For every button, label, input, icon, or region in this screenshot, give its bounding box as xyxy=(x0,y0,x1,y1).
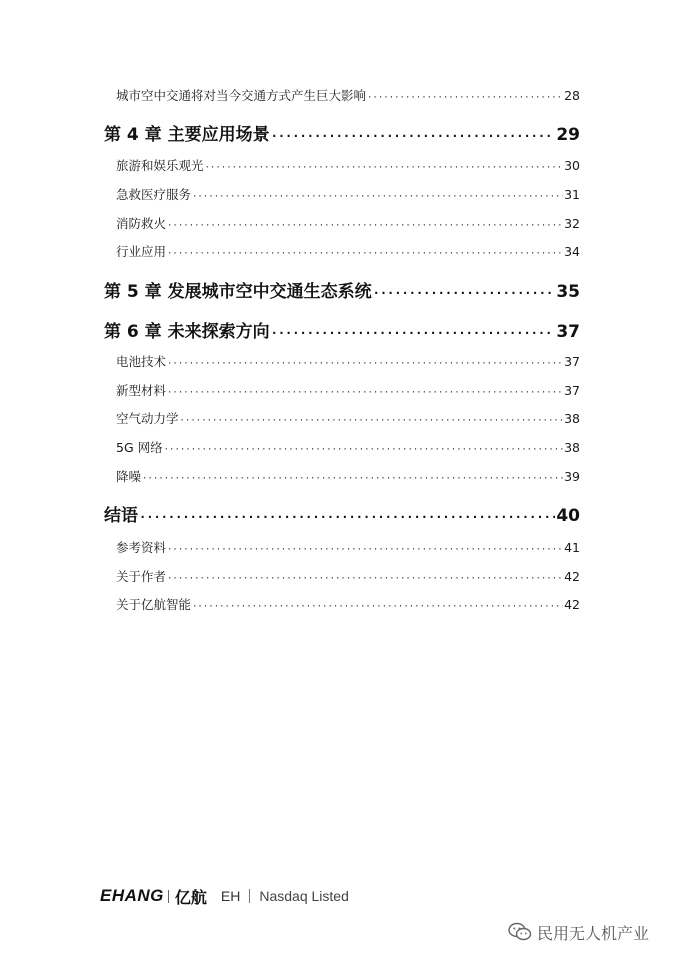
toc-entry-title: 急救医疗服务 xyxy=(116,187,192,202)
toc-page-number: 30 xyxy=(564,158,580,173)
toc-page-number: 28 xyxy=(564,88,580,103)
toc-section-entry xyxy=(116,158,580,176)
toc-entry-title: 降噪 xyxy=(116,469,142,484)
toc-page-number: 34 xyxy=(564,244,580,259)
stock-ticker: EH xyxy=(220,888,241,904)
toc-leader-dots xyxy=(271,322,556,344)
toc-page-number: 42 xyxy=(564,569,580,584)
toc-section-entry xyxy=(116,469,580,487)
toc-section-entry xyxy=(116,411,580,429)
listing-text: Nasdaq Listed xyxy=(259,888,349,904)
toc-leader-dots xyxy=(205,160,564,176)
toc-leader-dots xyxy=(167,385,563,401)
toc-leader-dots xyxy=(271,125,556,147)
wechat-icon xyxy=(508,922,532,942)
toc-chapter-entry xyxy=(104,281,580,304)
toc-leader-dots xyxy=(167,218,563,234)
toc-leader-dots xyxy=(167,356,563,372)
toc-entry-title: 旅游和娱乐观光 xyxy=(116,158,204,173)
toc-leader-dots xyxy=(142,471,563,487)
watermark-text: 民用无人机产业 xyxy=(537,923,650,943)
toc-section-entry xyxy=(116,383,580,401)
toc-entry-title: 第 4 章 主要应用场景 xyxy=(104,125,270,145)
toc-entry-title: 关于作者 xyxy=(116,569,167,584)
ehang-logo: EHANG xyxy=(100,886,164,905)
toc-page-number: 40 xyxy=(556,506,580,526)
toc-page-number: 32 xyxy=(564,216,580,231)
toc-section-entry xyxy=(116,354,580,372)
toc-page-number: 35 xyxy=(556,282,580,302)
toc-section-entry xyxy=(116,216,580,234)
footer xyxy=(100,884,349,908)
toc-section-entry xyxy=(116,187,580,205)
logo-divider xyxy=(168,890,169,903)
toc-chapter-entry xyxy=(104,124,580,147)
watermark xyxy=(508,921,649,943)
toc-leader-dots xyxy=(180,413,564,429)
toc-entry-title: 空气动力学 xyxy=(116,411,179,426)
toc-chapter-entry xyxy=(104,321,580,344)
toc-page-number: 42 xyxy=(564,597,580,612)
toc-leader-dots xyxy=(192,189,563,205)
toc-leader-dots xyxy=(139,506,555,528)
toc-entry-title: 关于亿航智能 xyxy=(116,597,192,612)
toc-page-number: 41 xyxy=(564,540,580,555)
toc-entry-title: 城市空中交通将对当今交通方式产生巨大影响 xyxy=(116,88,367,103)
toc-leader-dots xyxy=(164,442,563,458)
ticker-divider xyxy=(249,889,250,903)
toc-leader-dots xyxy=(367,90,563,106)
toc-entry-title: 第 6 章 未来探索方向 xyxy=(104,322,270,342)
toc-page-number: 31 xyxy=(564,187,580,202)
toc-page-number: 37 xyxy=(556,322,580,342)
toc-page-number: 39 xyxy=(564,469,580,484)
toc-chapter-entry xyxy=(104,505,580,528)
toc-entry-title: 行业应用 xyxy=(116,244,167,259)
toc-section-entry xyxy=(116,88,580,106)
toc-entry-title: 新型材料 xyxy=(116,383,167,398)
toc-leader-dots xyxy=(373,282,556,304)
ehang-logo-cn: 亿航 xyxy=(174,887,207,907)
toc-section-entry xyxy=(116,244,580,262)
toc-entry-title: 第 5 章 发展城市空中交通生态系统 xyxy=(104,282,372,302)
toc-leader-dots xyxy=(167,246,563,262)
toc-entry-title: 电池技术 xyxy=(116,354,167,369)
toc-page-number: 37 xyxy=(564,354,580,369)
toc-entry-title: 消防救火 xyxy=(116,216,167,231)
toc-section-entry xyxy=(116,540,580,558)
toc-leader-dots xyxy=(167,542,563,558)
toc-section-entry xyxy=(116,597,580,615)
toc-section-entry xyxy=(116,440,580,458)
toc-entry-title: 结语 xyxy=(104,506,138,526)
toc-page-number: 37 xyxy=(564,383,580,398)
toc-leader-dots xyxy=(167,571,563,587)
toc-entry-title: 参考资料 xyxy=(116,540,167,555)
toc-section-entry xyxy=(116,569,580,587)
toc-page-number: 38 xyxy=(564,411,580,426)
toc-page-number: 29 xyxy=(556,125,580,145)
toc-entry-title: 5G 网络 xyxy=(116,440,163,455)
toc-leader-dots xyxy=(192,599,563,615)
toc-page-number: 38 xyxy=(564,440,580,455)
